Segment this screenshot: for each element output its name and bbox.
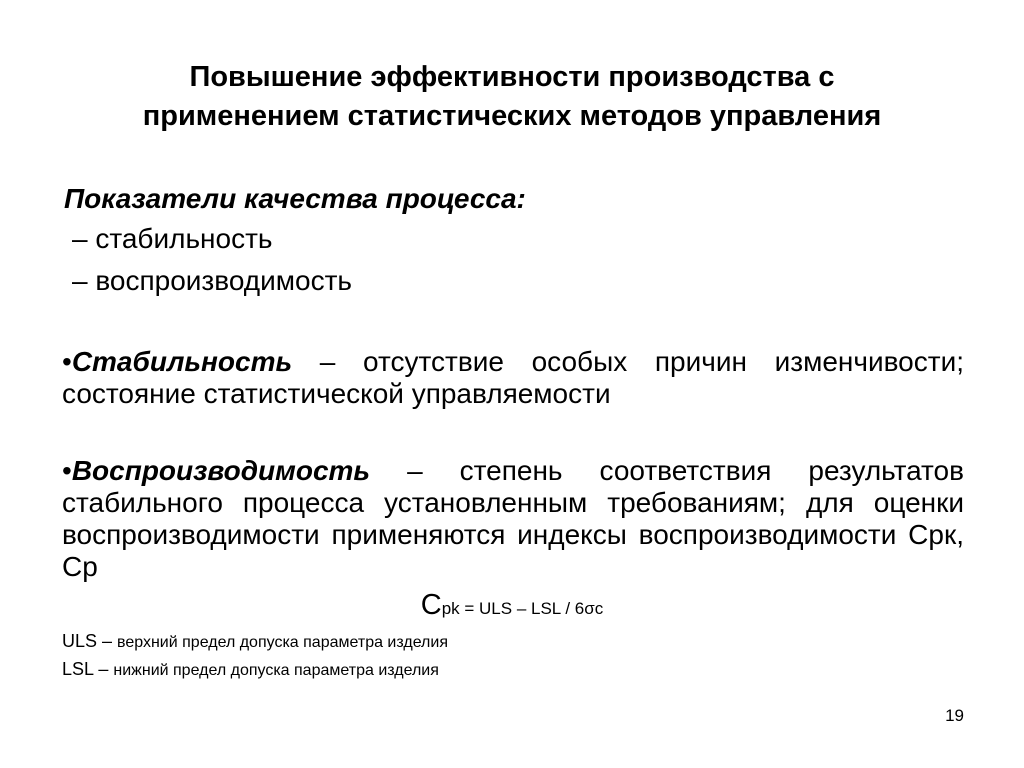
bullet-marker: • <box>62 346 72 377</box>
definition-abbr: ULS – <box>62 631 118 651</box>
bullet-term: Воспроизводимость <box>71 455 371 486</box>
bullet-term: Стабильность <box>71 346 293 377</box>
definition-desc: нижний предел допуска параметра изделия <box>113 662 439 679</box>
definition-desc: верхний предел допуска параметра изделия <box>117 634 448 651</box>
cpk-formula <box>0 590 1024 624</box>
bullet-text: – отсутствие особых причин изменчивости; состояние статистической управляемости <box>62 346 964 409</box>
page-number: 19 <box>945 706 964 725</box>
bullet-reproducibility <box>62 455 964 583</box>
title-line-2: применением статистических методов управления <box>142 100 882 132</box>
formula-rest: pk = ULS – LSL / 6σс <box>441 599 604 618</box>
bullet-text: – степень соответствия результатов стабильного процесса установленным требованиям; для оценки воспроизводимости применяются индексы воспроизводимости Срк, Ср <box>62 455 964 582</box>
formula-lead: С <box>420 589 442 621</box>
definition-uls <box>62 629 448 655</box>
subheading: Показатели качества процесса: <box>64 183 526 214</box>
bullet-marker: • <box>62 455 72 486</box>
slide-title <box>40 58 984 136</box>
dash-item-reproducibility: – воспроизводимость <box>72 265 352 296</box>
title-line-1: Повышение эффективности производства с <box>189 61 835 93</box>
definition-lsl <box>62 657 439 683</box>
definition-abbr: LSL – <box>62 659 114 679</box>
dash-item-stability: – стабильность <box>72 223 273 254</box>
bullet-stability <box>62 346 964 410</box>
